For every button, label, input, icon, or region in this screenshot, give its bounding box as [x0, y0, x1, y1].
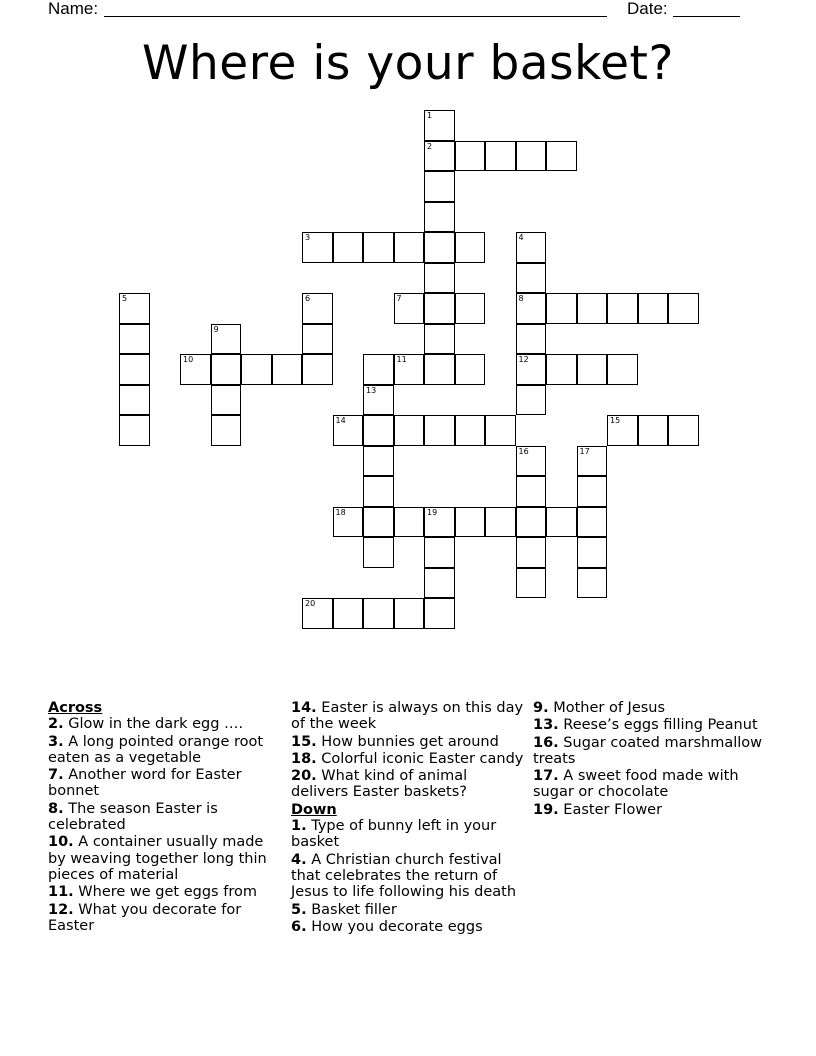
clue-item-text: A Christian church festival that celebrates the return of Jesus to life following his death — [291, 851, 517, 901]
grid-cell[interactable] — [119, 354, 150, 385]
clue-item-number: 2. — [48, 716, 64, 733]
clue-item-text: Type of bunny left in your basket — [291, 818, 497, 851]
clue-item — [291, 919, 526, 935]
grid-cell[interactable] — [607, 354, 638, 385]
clue-number: 18 — [335, 507, 346, 517]
clue-item-number: 15. — [291, 733, 317, 750]
grid-cell[interactable] — [424, 293, 455, 324]
grid-cell[interactable] — [363, 354, 394, 385]
grid-cell[interactable] — [424, 263, 455, 294]
grid-cell[interactable] — [455, 141, 486, 172]
grid-cell[interactable] — [424, 141, 455, 172]
clue-item — [48, 734, 273, 767]
clue-number: 20 — [305, 599, 316, 608]
clue-item-text: Another word for Easter bonnet — [48, 767, 242, 800]
grid-cell[interactable] — [119, 293, 150, 324]
grid-cell[interactable] — [577, 537, 608, 568]
grid-cell[interactable] — [516, 293, 547, 324]
grid-cell[interactable] — [546, 141, 577, 172]
grid-cell[interactable] — [363, 446, 394, 477]
clue-number: 7 — [396, 294, 402, 303]
grid-cell[interactable] — [363, 476, 394, 507]
grid-cell[interactable] — [546, 293, 577, 324]
clue-item — [48, 801, 273, 834]
date-label: Date: — [627, 0, 668, 18]
clue-item-number: 17. — [533, 768, 559, 785]
grid-cell[interactable] — [241, 354, 272, 385]
clues-column-2 — [291, 700, 526, 936]
clue-item-text: A sweet food made with sugar or chocolate — [533, 768, 739, 801]
clue-item-number: 10. — [48, 834, 74, 851]
grid-cell[interactable] — [516, 446, 547, 477]
grid-cell[interactable] — [394, 598, 425, 629]
grid-cell[interactable] — [577, 507, 608, 538]
clue-item — [291, 768, 526, 801]
clue-item-text: Basket filler — [306, 901, 397, 918]
clue-number: 4 — [518, 233, 524, 242]
clue-item — [291, 852, 526, 901]
clue-item — [533, 768, 768, 801]
clue-number: 14 — [335, 416, 346, 425]
clue-item — [48, 884, 273, 900]
grid-cell[interactable] — [424, 598, 455, 629]
grid-cell[interactable] — [333, 232, 364, 263]
clue-item-number: 5. — [291, 901, 307, 918]
grid-cell[interactable] — [302, 354, 333, 385]
grid-cell[interactable] — [394, 507, 425, 538]
grid-cell[interactable] — [394, 232, 425, 263]
grid-cell[interactable] — [363, 415, 394, 446]
grid-cell[interactable] — [211, 354, 242, 385]
grid-cell[interactable] — [424, 415, 455, 446]
grid-cell[interactable] — [607, 415, 638, 446]
grid-cell[interactable] — [302, 232, 333, 263]
clue-number: 5 — [122, 294, 128, 303]
grid-cell[interactable] — [394, 354, 425, 385]
grid-cell[interactable] — [516, 537, 547, 568]
clue-item-number: 13. — [533, 717, 559, 734]
clue-number: 12 — [518, 355, 529, 364]
clue-item-text: What you decorate for Easter — [48, 901, 242, 934]
clue-item — [291, 818, 526, 851]
grid-cell[interactable] — [546, 507, 577, 538]
clues-column-3 — [533, 700, 768, 819]
grid-cell[interactable] — [363, 537, 394, 568]
grid-cell[interactable] — [485, 415, 516, 446]
grid-cell[interactable] — [516, 385, 547, 416]
grid-cell[interactable] — [363, 507, 394, 538]
grid-cell[interactable] — [302, 324, 333, 355]
grid-cell[interactable] — [424, 507, 455, 538]
grid-cell[interactable] — [516, 476, 547, 507]
clue-item-number: 20. — [291, 768, 317, 785]
clue-item-text: How you decorate eggs — [306, 918, 483, 935]
clue-item-number: 8. — [48, 800, 64, 817]
grid-cell[interactable] — [546, 354, 577, 385]
clue-item — [48, 767, 273, 800]
clue-item-number: 18. — [291, 750, 317, 767]
clue-item-text: Easter Flower — [558, 801, 663, 818]
clue-item-text: Sugar coated marshmallow treats — [533, 734, 763, 767]
grid-cell[interactable] — [119, 385, 150, 416]
clue-number: 10 — [183, 355, 194, 364]
across-heading: Across — [48, 700, 103, 716]
clue-item-number: 14. — [291, 700, 317, 716]
grid-cell[interactable] — [180, 354, 211, 385]
grid-cell[interactable] — [607, 293, 638, 324]
clues-column-1 — [48, 700, 273, 935]
clue-item-text: Colorful iconic Easter candy — [316, 750, 524, 767]
grid-cell[interactable] — [424, 537, 455, 568]
clue-number: 3 — [305, 233, 311, 242]
grid-cell[interactable] — [424, 232, 455, 263]
grid-cell[interactable] — [455, 415, 486, 446]
clue-number: 13 — [366, 385, 377, 395]
clue-number: 2 — [427, 141, 433, 151]
clue-item — [533, 735, 768, 768]
grid-cell[interactable] — [363, 598, 394, 629]
grid-cell[interactable] — [638, 415, 669, 446]
clue-item-text: What kind of animal delivers Easter baskets? — [291, 768, 468, 801]
grid-cell[interactable] — [211, 415, 242, 446]
grid-cell[interactable] — [455, 232, 486, 263]
clue-item-text: Mother of Jesus — [548, 700, 666, 716]
grid-cell[interactable] — [424, 324, 455, 355]
grid-cell[interactable] — [363, 385, 394, 416]
clue-item-text: A container usually made by weaving together long thin pieces of material — [48, 834, 267, 883]
clue-item-text: Easter is always on this day of the week — [291, 700, 524, 733]
clue-item — [291, 700, 526, 733]
grid-cell[interactable] — [119, 324, 150, 355]
clue-number: 8 — [518, 294, 524, 303]
grid-cell[interactable] — [333, 507, 364, 538]
grid-cell[interactable] — [302, 598, 333, 629]
grid-cell[interactable] — [516, 263, 547, 294]
clue-item-number: 6. — [291, 918, 307, 935]
clue-number: 15 — [610, 416, 621, 425]
grid-cell[interactable] — [424, 202, 455, 233]
clue-number: 6 — [305, 294, 311, 303]
grid-cell[interactable] — [577, 293, 608, 324]
clue-number: 11 — [396, 355, 407, 364]
grid-cell[interactable] — [424, 568, 455, 599]
grid-cell[interactable] — [211, 385, 242, 416]
clue-item — [533, 700, 768, 716]
clue-item-number: 7. — [48, 767, 64, 784]
clue-item-text: Reese’s eggs filling Peanut — [558, 717, 758, 734]
clue-item-number: 16. — [533, 734, 559, 751]
grid-cell[interactable] — [455, 507, 486, 538]
clue-number: 16 — [518, 446, 529, 456]
page-title: Where is your basket? — [142, 36, 674, 91]
clue-item — [291, 902, 526, 918]
grid-cell[interactable] — [485, 141, 516, 172]
grid-cell[interactable] — [455, 293, 486, 324]
grid-cell[interactable] — [577, 354, 608, 385]
grid-cell[interactable] — [668, 415, 699, 446]
grid-cell[interactable] — [333, 598, 364, 629]
clue-number: 9 — [213, 324, 219, 334]
grid-cell[interactable] — [394, 415, 425, 446]
grid-cell[interactable] — [577, 476, 608, 507]
grid-cell[interactable] — [516, 354, 547, 385]
grid-cell[interactable] — [668, 293, 699, 324]
clue-number: 19 — [427, 507, 438, 517]
clue-item — [533, 802, 768, 818]
clue-item-text: A long pointed orange root eaten as a vegetable — [48, 733, 264, 766]
grid-cell[interactable] — [577, 568, 608, 599]
clue-item — [291, 734, 526, 750]
grid-cell[interactable] — [485, 507, 516, 538]
grid-cell[interactable] — [211, 324, 242, 355]
grid-cell[interactable] — [516, 568, 547, 599]
down-heading: Down — [291, 801, 337, 818]
clue-item — [48, 834, 273, 883]
clue-item — [291, 751, 526, 767]
grid-cell[interactable] — [577, 446, 608, 477]
grid-cell[interactable] — [424, 171, 455, 202]
grid-cell[interactable] — [516, 141, 547, 172]
clue-item-text: Where we get eggs from — [73, 884, 257, 901]
grid-cell[interactable] — [302, 293, 333, 324]
grid-cell[interactable] — [394, 293, 425, 324]
grid-cell[interactable] — [516, 232, 547, 263]
grid-cell[interactable] — [333, 415, 364, 446]
clue-number: 17 — [579, 446, 590, 456]
clue-item-number: 11. — [48, 884, 74, 901]
clue-item-number: 12. — [48, 901, 74, 918]
grid-cell[interactable] — [516, 507, 547, 538]
grid-cell[interactable] — [516, 324, 547, 355]
clue-number: 1 — [427, 111, 433, 120]
clue-item — [48, 902, 273, 935]
name-label: Name: — [48, 0, 99, 18]
grid-cell[interactable] — [455, 354, 486, 385]
grid-cell[interactable] — [424, 354, 455, 385]
clue-item-number: 19. — [533, 801, 559, 818]
clue-item — [48, 716, 273, 732]
grid-cell[interactable] — [119, 415, 150, 446]
clue-item-number: 4. — [291, 851, 307, 868]
clue-item — [533, 717, 768, 733]
clue-item-number: 9. — [533, 700, 549, 716]
clue-item-number: 1. — [291, 818, 307, 835]
grid-cell[interactable] — [638, 293, 669, 324]
clue-item-text: Glow in the dark egg …. — [63, 716, 244, 733]
clue-item-text: How bunnies get around — [316, 733, 499, 750]
grid-cell[interactable] — [272, 354, 303, 385]
grid-cell[interactable] — [424, 110, 455, 141]
grid-cell[interactable] — [363, 232, 394, 263]
clue-item-text: The season Easter is celebrated — [48, 800, 218, 834]
clue-item-number: 3. — [48, 733, 64, 750]
